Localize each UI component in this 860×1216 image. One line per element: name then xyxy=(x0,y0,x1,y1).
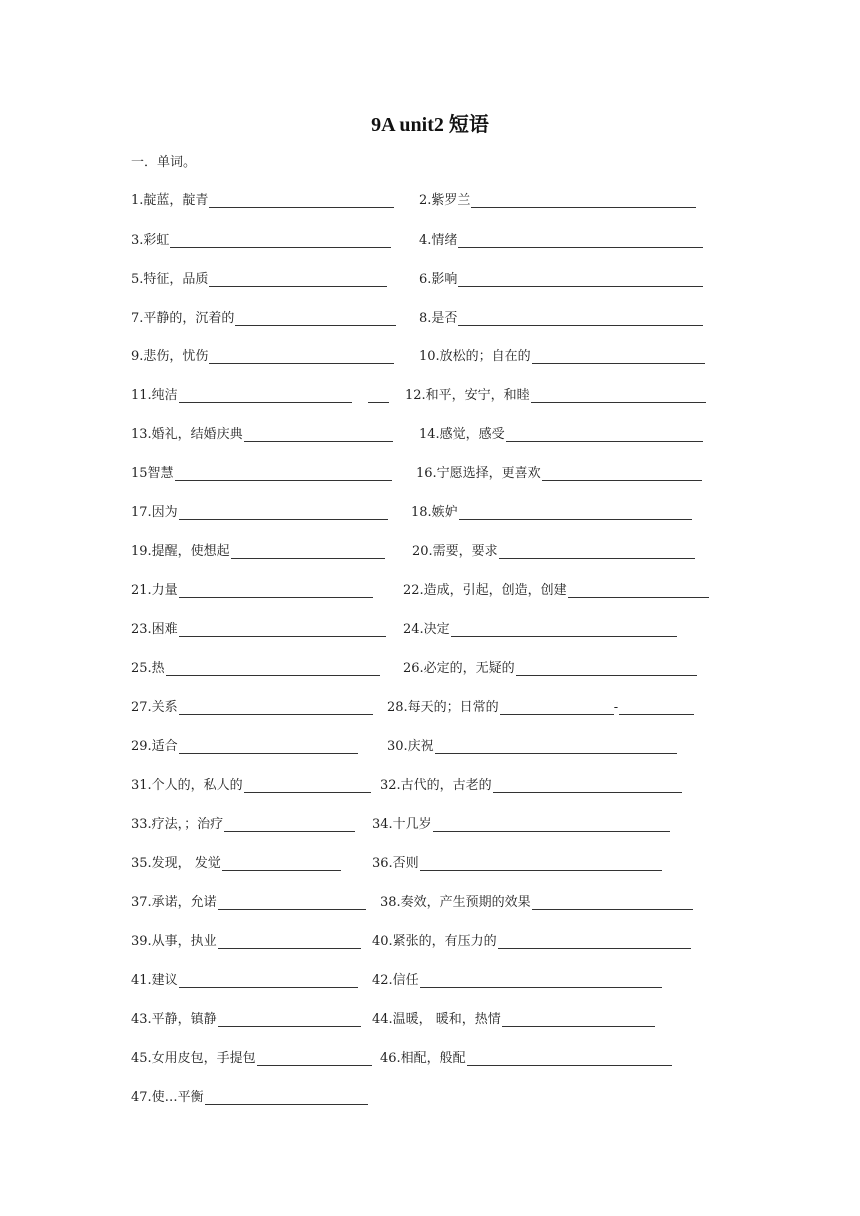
vocab-item-35 xyxy=(131,852,341,871)
vocab-item-46 xyxy=(380,1047,672,1066)
vocab-label: 15智慧 xyxy=(131,466,174,481)
vocab-item-9 xyxy=(131,345,394,364)
vocab-row xyxy=(0,1047,860,1069)
vocab-label: 5.特征，品质 xyxy=(131,272,209,287)
answer-blank[interactable] xyxy=(542,467,702,481)
vocab-item-12 xyxy=(405,384,706,403)
vocab-label: 26.必定的，无疑的 xyxy=(403,661,515,676)
vocab-label: 46.相配，般配 xyxy=(380,1051,466,1066)
vocab-item-21 xyxy=(131,579,373,598)
answer-blank[interactable] xyxy=(166,662,380,676)
vocab-row xyxy=(0,969,860,991)
answer-blank[interactable] xyxy=(458,312,703,326)
vocab-row xyxy=(0,618,860,640)
vocab-label: 39.从事，执业 xyxy=(131,934,217,949)
vocab-row xyxy=(0,540,860,562)
vocab-item-29 xyxy=(131,735,358,754)
vocab-item-23 xyxy=(131,618,386,637)
vocab-label: 10.放松的；自在的 xyxy=(419,349,531,364)
vocab-label: 3.彩虹 xyxy=(131,233,170,248)
answer-blank[interactable] xyxy=(467,1052,672,1066)
vocab-item-45 xyxy=(131,1047,372,1066)
vocab-label: 19.提醒，使想起 xyxy=(131,544,230,559)
vocab-label: 12.和平，安宁，和睦 xyxy=(405,388,530,403)
vocab-item-13 xyxy=(131,423,393,442)
vocab-item-20 xyxy=(412,540,695,559)
answer-blank[interactable] xyxy=(179,623,386,637)
vocab-item-43 xyxy=(131,1008,361,1027)
vocab-item-41 xyxy=(131,969,358,988)
vocab-row xyxy=(0,813,860,835)
answer-blank[interactable] xyxy=(420,974,662,988)
vocab-label: 16.宁愿选择，更喜欢 xyxy=(416,466,541,481)
vocab-label: 8.是否 xyxy=(419,311,458,326)
answer-blank[interactable] xyxy=(499,545,695,559)
vocab-item-27 xyxy=(131,696,373,715)
answer-blank[interactable] xyxy=(516,662,697,676)
answer-blank[interactable] xyxy=(179,740,358,754)
vocab-row xyxy=(0,696,860,718)
vocab-label: 41.建议 xyxy=(131,973,178,988)
answer-blank[interactable] xyxy=(170,234,391,248)
answer-blank[interactable] xyxy=(222,857,341,871)
answer-blank[interactable] xyxy=(433,818,670,832)
vocab-label: 13.婚礼，结婚庆典 xyxy=(131,427,243,442)
vocab-row xyxy=(0,423,860,445)
vocab-item-38 xyxy=(380,891,693,910)
vocab-row xyxy=(0,774,860,796)
answer-blank[interactable] xyxy=(209,273,387,287)
vocab-item-25 xyxy=(131,657,380,676)
vocab-item-17 xyxy=(131,501,388,520)
vocab-label: 18.嫉妒 xyxy=(411,505,458,520)
vocab-row xyxy=(0,501,860,523)
vocab-label: 43.平静，镇静 xyxy=(131,1012,217,1027)
vocab-label: 6.影响 xyxy=(419,272,458,287)
hyphen-separator: - xyxy=(613,700,619,715)
vocab-item-14 xyxy=(419,423,703,442)
vocab-label: 2.紫罗兰 xyxy=(419,193,471,208)
vocab-label: 31.个人的，私人的 xyxy=(131,778,243,793)
answer-blank[interactable] xyxy=(205,1091,368,1105)
vocab-item-2 xyxy=(419,189,696,208)
answer-blank[interactable] xyxy=(218,935,361,949)
vocab-item-42 xyxy=(372,969,662,988)
answer-blank[interactable] xyxy=(224,818,355,832)
answer-blank[interactable] xyxy=(568,584,709,598)
answer-blank[interactable] xyxy=(179,701,373,715)
answer-blank[interactable] xyxy=(506,428,703,442)
vocab-label: 1.靛蓝，靛青 xyxy=(131,193,209,208)
vocab-label: 23.困难 xyxy=(131,622,178,637)
vocab-label: 21.力量 xyxy=(131,583,178,598)
answer-blank[interactable] xyxy=(500,701,614,715)
vocab-label: 22.造成，引起，创造，创建 xyxy=(403,583,567,598)
answer-blank[interactable] xyxy=(458,234,703,248)
vocab-label: 27.关系 xyxy=(131,700,178,715)
answer-blank[interactable] xyxy=(459,506,692,520)
vocab-row xyxy=(0,189,860,211)
answer-blank[interactable] xyxy=(451,623,677,637)
section-heading: 一．单词。 xyxy=(131,155,197,170)
vocab-label: 28.每天的；日常的 xyxy=(387,700,499,715)
vocab-item-31 xyxy=(131,774,371,793)
vocab-label: 7.平静的，沉着的 xyxy=(131,311,235,326)
vocab-item-32 xyxy=(380,774,682,793)
vocab-label: 9.悲伤，忧伤 xyxy=(131,349,209,364)
vocab-item-19 xyxy=(131,540,385,559)
answer-blank[interactable] xyxy=(435,740,677,754)
answer-blank[interactable] xyxy=(231,545,385,559)
vocab-row xyxy=(0,657,860,679)
vocab-label: 38.奏效，产生预期的效果 xyxy=(380,895,531,910)
vocab-row xyxy=(0,930,860,952)
answer-blank[interactable] xyxy=(179,584,373,598)
vocab-row xyxy=(0,1086,860,1108)
answer-blank[interactable] xyxy=(179,389,352,403)
vocab-row xyxy=(0,852,860,874)
answer-blank[interactable] xyxy=(179,974,358,988)
vocab-label: 32.古代的，古老的 xyxy=(380,778,492,793)
answer-blank[interactable] xyxy=(218,1013,361,1027)
vocab-row xyxy=(0,307,860,329)
vocab-item-7 xyxy=(131,307,396,326)
answer-blank[interactable] xyxy=(235,312,396,326)
vocab-label: 35.发现， 发觉 xyxy=(131,856,221,871)
answer-blank[interactable] xyxy=(257,1052,372,1066)
vocab-item-33 xyxy=(131,813,355,832)
vocab-row xyxy=(0,1008,860,1030)
vocab-item-3 xyxy=(131,229,391,248)
vocab-label: 34.十几岁 xyxy=(372,817,432,832)
vocab-item-22 xyxy=(403,579,709,598)
vocab-item-47 xyxy=(131,1086,368,1105)
vocab-item-30 xyxy=(387,735,677,754)
vocab-item-1 xyxy=(131,189,394,208)
vocab-label: 29.适合 xyxy=(131,739,178,754)
vocab-row xyxy=(0,229,860,251)
vocab-label: 44.温暖， 暖和，热情 xyxy=(372,1012,501,1027)
answer-blank[interactable] xyxy=(218,896,366,910)
vocab-item-8 xyxy=(419,307,703,326)
answer-blank[interactable] xyxy=(244,779,371,793)
vocab-item-36 xyxy=(372,852,662,871)
answer-blank[interactable] xyxy=(175,467,392,481)
answer-blank[interactable] xyxy=(502,1013,655,1027)
vocab-item-18 xyxy=(411,501,692,520)
vocab-label: 33.疗法，；治疗 xyxy=(131,817,224,832)
answer-blank[interactable] xyxy=(209,194,394,208)
vocab-label: 24.决定 xyxy=(403,622,450,637)
vocab-label: 37.承诺，允诺 xyxy=(131,895,217,910)
answer-blank[interactable] xyxy=(420,857,662,871)
vocab-item-24 xyxy=(403,618,677,637)
vocab-item-5 xyxy=(131,268,387,287)
vocab-label: 45.女用皮包，手提包 xyxy=(131,1051,256,1066)
vocab-label: 4.情绪 xyxy=(419,233,458,248)
vocab-row xyxy=(0,735,860,757)
vocab-item-28 xyxy=(387,696,694,715)
vocab-row xyxy=(0,579,860,601)
answer-blank[interactable] xyxy=(493,779,682,793)
vocab-item-39 xyxy=(131,930,361,949)
vocab-row xyxy=(0,891,860,913)
vocab-row xyxy=(0,268,860,290)
vocab-label: 30.庆祝 xyxy=(387,739,434,754)
answer-blank[interactable] xyxy=(458,273,703,287)
answer-blank[interactable] xyxy=(532,350,705,364)
vocab-label: 25.热 xyxy=(131,661,165,676)
vocab-item-44 xyxy=(372,1008,655,1027)
vocab-item-4 xyxy=(419,229,703,248)
vocab-label: 11.纯洁 xyxy=(131,388,178,403)
vocab-item-26 xyxy=(403,657,697,676)
answer-blank[interactable] xyxy=(532,896,693,910)
answer-blank[interactable] xyxy=(179,506,388,520)
vocab-label: 17.因为 xyxy=(131,505,178,520)
vocab-item-11 xyxy=(131,384,389,403)
page-title: 9A unit2 短语 xyxy=(371,114,489,136)
vocab-label: 47.使…平衡 xyxy=(131,1090,204,1105)
answer-blank[interactable] xyxy=(531,389,706,403)
vocab-item-37 xyxy=(131,891,366,910)
vocab-item-15 xyxy=(131,462,392,481)
vocab-item-34 xyxy=(372,813,670,832)
answer-blank-extra[interactable] xyxy=(368,389,389,403)
answer-blank[interactable] xyxy=(209,350,394,364)
answer-blank[interactable] xyxy=(619,701,694,715)
vocab-row xyxy=(0,462,860,484)
answer-blank[interactable] xyxy=(498,935,691,949)
vocab-item-6 xyxy=(419,268,703,287)
vocab-row xyxy=(0,384,860,406)
answer-blank[interactable] xyxy=(244,428,393,442)
vocab-label: 20.需要，要求 xyxy=(412,544,498,559)
vocab-label: 42.信任 xyxy=(372,973,419,988)
vocab-item-40 xyxy=(372,930,691,949)
vocab-row xyxy=(0,345,860,367)
vocab-item-16 xyxy=(416,462,702,481)
answer-blank[interactable] xyxy=(471,194,696,208)
vocab-label: 40.紧张的，有压力的 xyxy=(372,934,497,949)
vocab-label: 36.否则 xyxy=(372,856,419,871)
vocab-item-10 xyxy=(419,345,705,364)
vocab-label: 14.感觉，感受 xyxy=(419,427,505,442)
